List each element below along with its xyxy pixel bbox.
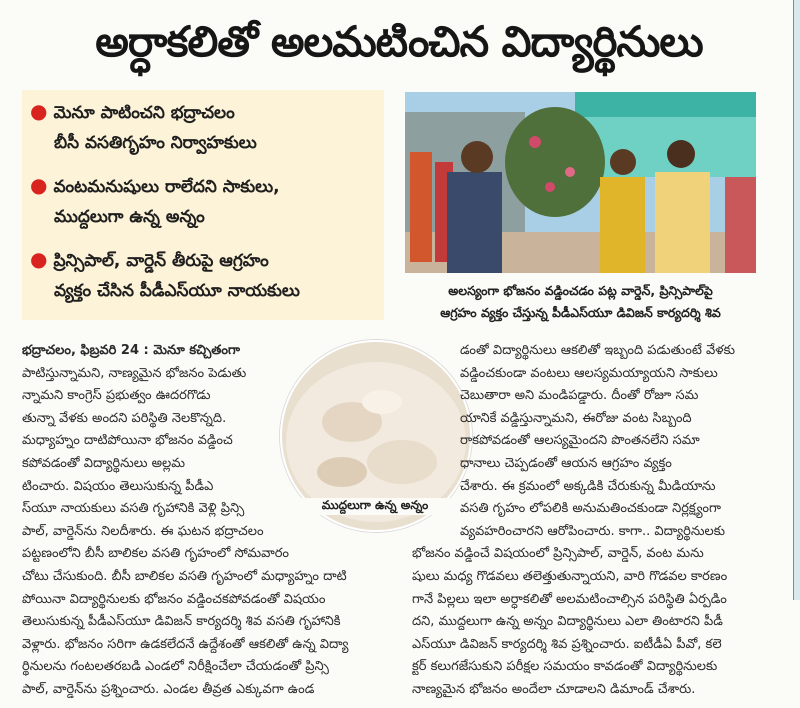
article-line: ర్థినులను గంటలతరబడి ఎండలో నిరీక్షించేలా చేయడంతో ప్రిన్సి — [22, 659, 329, 675]
highlight-line: ప్రిన్సిపాల్, వార్డెన్ తీరుపై ఆగ్రహం — [53, 251, 269, 271]
article-line: న్నామని కాంగ్రెస్ ప్రభుత్వం ఊదరగొడు — [22, 388, 211, 404]
highlight-line: వ్యక్తం చేసిన పీడీఎస్‌యూ నాయకులు — [54, 281, 300, 301]
news-photo — [405, 92, 756, 273]
article-line: తెలుసుకున్న పీడీఎస్‌యూ డివిజన్ కార్యదర్శి శివ వసతి గృహానికి — [22, 614, 341, 630]
food-caption: ముద్దలుగా ఉన్న అన్నం — [300, 498, 450, 515]
article-line: పాటిస్తున్నామని, నాణ్యమైన భోజనం పెడుతు — [22, 365, 247, 381]
article-line: షులు మధ్య గొడవలు తలెత్తుతున్నాయని, వారి గొడవల కారణం — [412, 568, 728, 584]
article-line: భద్రాచలం, ఫిబ్రవరి 24 : మెనూ కచ్చితంగా — [22, 343, 240, 358]
highlight-item — [30, 170, 380, 232]
article-line: ధానాలు చెప్పడంతో ఆయన ఆగ్రహం వ్యక్తం — [460, 455, 672, 471]
article-line: పాల్, వార్డెన్‌ను ప్రశ్నించారు. ఎండల తీవ్రత ఎక్కువగా ఉండ — [22, 681, 315, 697]
article-line: తున్నా వేళకు అందని పరిస్థితి నెలకొన్నది. — [22, 410, 227, 426]
bullet-icon: ● — [30, 173, 48, 197]
bullet-icon: ● — [30, 247, 48, 271]
caption-line: అలస్యంగా భోజనం వడ్డించడం పట్ల వార్డెన్, ప్రిన్సిపాల్‌పై — [448, 283, 713, 298]
article-right-column — [412, 340, 758, 702]
highlight-item — [30, 244, 380, 306]
photo-caption — [405, 280, 756, 324]
article-line: పాల్, వార్డెన్‌ను నిలదీశారు. ఈ ఘటన భద్రాచలం — [22, 523, 264, 539]
highlights-box — [22, 90, 384, 320]
article-line: వెళ్లారు. భోజనం సరిగా ఉడకలేదనే ఉద్దేశంతో ఆకలితో ఉన్న విద్యా — [22, 636, 349, 652]
article-line: పట్టణంలోని బీసీ బాలికల వసతి గృహంలో సోమవారం — [22, 546, 290, 562]
highlight-line: ముద్దలుగా ఉన్న అన్నం — [54, 207, 205, 227]
article-line: చోటు చేసుకుంది. బీసీ బాలికల వసతి గృహంలో మధ్యాహ్నం దాటి — [22, 568, 347, 584]
article-line: గానే పిల్లలు ఇలా అర్ధాకలితో అలమటించాల్సిన పరిస్థితి ఏర్పడిం — [412, 591, 727, 607]
article-line: ఎస్‌యూ డివిజన్ కార్యదర్శి శివ ప్రశ్నించారు. ఐటీడీఏ పీవో, కలె — [412, 636, 722, 652]
highlight-item — [30, 96, 380, 158]
article-line: వడ్డించకుండా వంటలు ఆలస్యమయ్యాయని సాకులు — [460, 365, 718, 381]
article-line: చెబుతారా అని మండిపడ్డారు. దీంతో రోజూ సమ — [460, 388, 699, 404]
article-line: చేశారు. ఈ క్రమంలో అక్కడికి చేరుకున్న మీడియాను — [460, 478, 716, 494]
article-line: పోయినా విద్యార్థినులకు భోజనం వడ్డించకపోవడంతో విషయం — [22, 591, 326, 607]
highlight-line: బీసీ వసతిగృహం నిర్వాహకులు — [54, 133, 257, 153]
news-photo-illustration — [405, 92, 756, 273]
headline: అర్ధాకలితో అలమటించిన విద్యార్థినులు — [95, 17, 703, 66]
highlight-line: మెనూ పాటించని భద్రాచలం — [53, 103, 235, 123]
article-line: డంతో విద్యార్థినులు ఆకలితో ఇబ్బంది పడుతుంటే వేళకు — [460, 343, 735, 358]
article-line: టించారు. విషయం తెలుసుకున్న పీడీఎ — [22, 478, 214, 494]
highlight-line: వంటమనుషులు రాలేదని సాకులు, — [53, 177, 280, 197]
bullet-icon: ● — [30, 99, 48, 123]
article-line: రాకపోవడంతో ఆలస్యమైందని పొంతనలేని సమా — [460, 433, 700, 449]
article-line: కపోవడంతో విద్యార్థినులు అల్లమ — [22, 455, 185, 471]
article-line: మధ్యాహ్నం దాటిపోయినా భోజనం వడ్డించ — [22, 433, 233, 449]
caption-line: ఆగ్రహం వ్యక్తం చేస్తున్న పీడీఎస్‌యూ డివిజన్ కార్యదర్శి శివ — [440, 305, 721, 320]
article-line: భోజనం వడ్డించే విషయంలో ప్రిన్సిపాల్, వార్డెన్, వంట మను — [412, 546, 704, 562]
article-line: క్టర్ కలుగజేసుకుని పరీక్షల సమయం కావడంతో విద్యార్థినులకు — [412, 659, 718, 675]
article-line: యానికే వడ్డిస్తున్నామని, ఈరోజు వంట సిబ్బంది — [460, 410, 692, 426]
page-edge-border — [793, 0, 800, 600]
article-line: నాణ్యమైన భోజనం అందేలా చూడాలని డిమాండ్ చేశారు. — [412, 681, 696, 697]
article-line: దని, ముద్దలుగా ఉన్న అన్నం విద్యార్థినులు ఎలా తింటారని పీడీ — [412, 614, 723, 630]
article-line: వ్యవహరించారని ఆరోపించారు. కాగా.. విద్యార్థినులకు — [460, 523, 725, 539]
article-line: వసతి గృహం లోపలికి అనుమతించకుండా నిర్లక్ష్యంగా — [460, 501, 721, 517]
article-line: స్‌యూ నాయకులు వసతి గృహానికి వెళ్లి ప్రిన్సి — [22, 501, 245, 517]
